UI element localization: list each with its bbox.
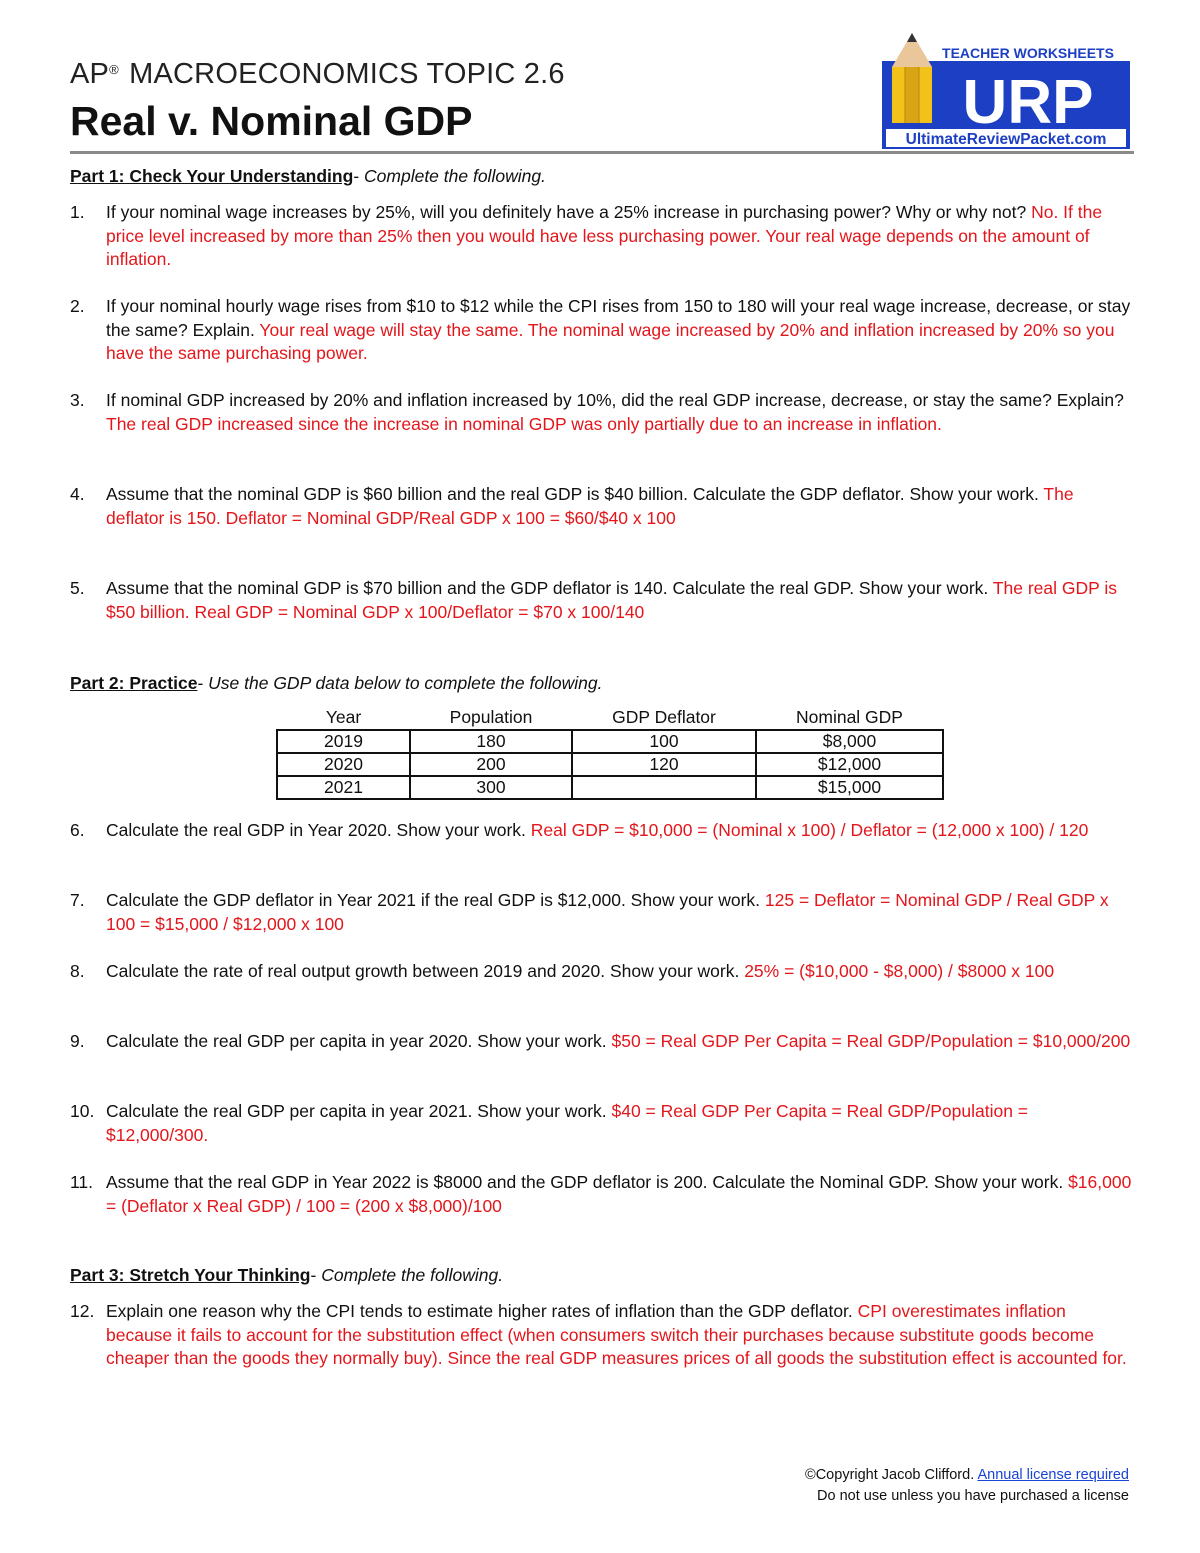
copyright-line [805, 1467, 1129, 1483]
question-8 [70, 960, 1132, 984]
question-5 [70, 577, 1132, 624]
part3-heading [70, 1265, 503, 1286]
answer-text: Your real wage will stay the same. The nominal wage increased by 20% and inflation increased by 20% so you have the same purchasing power. [106, 319, 1115, 363]
column-header: GDP Deflator [612, 707, 716, 727]
table-cell: 120 [572, 753, 756, 776]
question-number: 9. [70, 1031, 85, 1051]
answer-text: $40 = Real GDP Per Capita = Real GDP/Population = $12,000/300. [106, 1101, 1029, 1145]
table-cell: 2021 [277, 776, 410, 799]
column-header: Year [325, 707, 362, 727]
question-6 [70, 819, 1132, 843]
header-divider [70, 151, 1134, 154]
question-text: Assume that the nominal GDP is $60 billion and the real GDP is $40 billion. Calculate the GDP deflator. Show your work. [106, 484, 1044, 504]
answer-text: $50 = Real GDP Per Capita = Real GDP/Population = $10,000/200 [611, 1031, 1131, 1051]
part3-label: Part 3: Stretch Your Thinking [70, 1265, 311, 1285]
question-number: 2. [70, 296, 85, 316]
table-row [277, 776, 943, 799]
part1-heading [70, 166, 546, 187]
table-header-row [277, 706, 943, 730]
logo-mark: URP [962, 68, 1094, 137]
answer-text: The real GDP increased since the increase in nominal GDP was only partially due to an increase in inflation. [106, 413, 942, 434]
answer-text: CPI overestimates inflation because it fails to account for the substitution effect (when consumers switch their purchases because substitute goods become cheaper than the goods they normally buy). Since the real GDP measures prices of all goods the substitution effect is accounted for. [106, 1301, 1127, 1368]
table-cell: $15,000 [756, 776, 943, 799]
table-cell: 100 [572, 730, 756, 753]
answer-text: $16,000 = (Deflator x Real GDP) / 100 = (200 x $8,000)/100 [106, 1172, 1132, 1216]
question-10 [70, 1100, 1132, 1147]
urp-logo [878, 33, 1134, 151]
question-number: 4. [70, 484, 85, 504]
column-header: Nominal GDP [796, 707, 903, 727]
table-row [277, 753, 943, 776]
gdp-data-table [276, 706, 944, 800]
part1-label: Part 1: Check Your Understanding [70, 166, 354, 186]
answer-text: Real GDP = $10,000 = (Nominal x 100) / Deflator = (12,000 x 100) / 120 [530, 820, 1089, 840]
question-3 [70, 389, 1132, 436]
part3-sep: - [310, 1265, 322, 1285]
page-title: Real v. Nominal GDP [70, 98, 473, 144]
question-text: Calculate the GDP deflator in Year 2021 if the real GDP is $12,000. Show your work. [106, 890, 765, 910]
table-cell: 180 [410, 730, 572, 753]
question-text: If nominal GDP increased by 20% and inflation increased by 10%, did the real GDP increase, decrease, or stay the same? Explain? [106, 390, 1124, 410]
question-12 [70, 1300, 1132, 1371]
table-cell: $12,000 [756, 753, 943, 776]
answer-text: The deflator is 150. Deflator = Nominal GDP/Real GDP x 100 = $60/$40 x 100 [106, 484, 1074, 528]
copyright-text: ©Copyright Jacob Clifford. [805, 1467, 978, 1483]
part2-heading [70, 673, 602, 694]
question-number: 10. [70, 1101, 95, 1121]
table-cell: $8,000 [756, 730, 943, 753]
question-number: 12. [70, 1301, 95, 1321]
question-text: If your nominal hourly wage rises from $10 to $12 while the CPI rises from 150 to 180 will your real wage increase, decrease, or stay the same? Explain. [106, 296, 1131, 340]
question-number: 3. [70, 390, 85, 410]
question-9 [70, 1030, 1132, 1054]
question-text: Calculate the real GDP in Year 2020. Show your work. [106, 820, 531, 840]
part2-sep: - [197, 673, 209, 693]
question-text: Calculate the real GDP per capita in year 2021. Show your work. [106, 1101, 612, 1121]
question-number: 11. [70, 1172, 94, 1192]
question-number: 7. [70, 890, 85, 910]
question-text: Assume that the real GDP in Year 2022 is $8000 and the GDP deflator is 200. Calculate the Nominal GDP. Show your work. [106, 1172, 1069, 1192]
answer-text: 125 = Deflator = Nominal GDP / Real GDP x 100 = $15,000 / $12,000 x 100 [106, 890, 1109, 934]
table-cell: 200 [410, 753, 572, 776]
question-11 [70, 1171, 1132, 1218]
column-header: Population [449, 707, 533, 727]
question-7 [70, 889, 1132, 936]
table-cell: 2019 [277, 730, 410, 753]
question-text: Explain one reason why the CPI tends to estimate higher rates of inflation than the GDP deflator. [106, 1301, 858, 1321]
part2-instruction: Use the GDP data below to complete the following. [208, 673, 603, 693]
question-text: Calculate the real GDP per capita in year 2020. Show your work. [106, 1031, 612, 1051]
question-number: 1. [70, 202, 85, 222]
pencil-logo-icon [878, 33, 1134, 151]
table-row [277, 730, 943, 753]
question-4 [70, 483, 1132, 530]
table-cell [572, 776, 756, 799]
license-notice: Do not use unless you have purchased a license [817, 1488, 1129, 1504]
question-text: Assume that the nominal GDP is $70 billion and the GDP deflator is 140. Calculate the real GDP. Show your work. [106, 578, 993, 598]
topic-kicker [70, 58, 565, 91]
table-cell: 300 [410, 776, 572, 799]
part1-sep: - [353, 166, 365, 186]
answer-text: The real GDP is $50 billion. Real GDP = Nominal GDP x 100/Deflator = $70 x 100/140 [106, 578, 1117, 622]
answer-text: 25% = ($10,000 - $8,000) / $8000 x 100 [744, 961, 1055, 981]
question-text: Calculate the rate of real output growth between 2019 and 2020. Show your work. [106, 961, 745, 981]
license-link[interactable]: Annual license required [977, 1467, 1129, 1483]
question-number: 8. [70, 961, 85, 981]
part1-instruction: Complete the following. [364, 166, 546, 186]
question-2 [70, 295, 1132, 366]
logo-top-text: TEACHER WORKSHEETS [942, 45, 1114, 61]
part2-label: Part 2: Practice [70, 673, 198, 693]
part3-instruction: Complete the following. [321, 1265, 504, 1285]
question-1 [70, 201, 1132, 272]
logo-site: UltimateReviewPacket.com [905, 131, 1107, 148]
question-number: 6. [70, 820, 85, 840]
kicker-prefix: AP [70, 58, 110, 90]
answer-text: No. If the price level increased by more than 25% then you would have less purchasing power. Your real wage depends on the amount of inflation. [106, 202, 1103, 269]
kicker-topic: MACROECONOMICS TOPIC 2.6 [120, 58, 565, 90]
question-text: If your nominal wage increases by 25%, will you definitely have a 25% increase in purchasing power? Why or why not? [106, 202, 1032, 222]
table-cell: 2020 [277, 753, 410, 776]
registered-mark: ® [109, 62, 119, 77]
question-number: 5. [70, 578, 85, 598]
